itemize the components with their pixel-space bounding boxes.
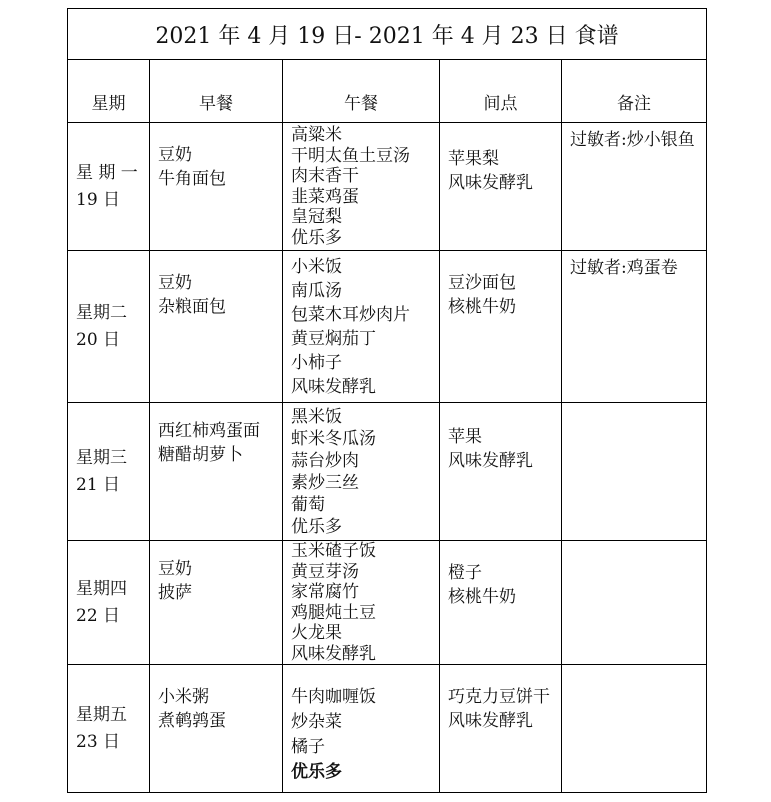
lunch-item: 牛肉咖喱饭 bbox=[291, 687, 376, 707]
snack-cell bbox=[440, 403, 562, 541]
header-snack: 间点 bbox=[440, 60, 562, 123]
breakfast-item: 豆奶 bbox=[158, 145, 192, 165]
lunch-item: 韭菜鸡蛋 bbox=[291, 186, 359, 207]
note-cell bbox=[562, 665, 707, 793]
menu-title: 2021 年 4 月 19 日- 2021 年 4 月 23 日 食谱 bbox=[68, 9, 707, 60]
lunch-item: 蒜台炒肉 bbox=[291, 450, 359, 471]
snack-cell bbox=[440, 665, 562, 793]
lunch-item: 火龙果 bbox=[291, 623, 342, 643]
lunch-item: 干明太鱼土豆汤 bbox=[291, 145, 410, 166]
breakfast-cell bbox=[150, 541, 283, 665]
day-date: 22 日 bbox=[76, 605, 121, 626]
breakfast-item: 小米粥 bbox=[158, 687, 209, 707]
lunch-cell bbox=[283, 123, 440, 251]
day-name: 星期四 bbox=[76, 578, 127, 599]
lunch-cell bbox=[283, 403, 440, 541]
lunch-item: 优乐多 bbox=[291, 516, 342, 537]
header-lunch: 午餐 bbox=[283, 60, 440, 123]
breakfast-item: 牛角面包 bbox=[158, 169, 226, 189]
menu-table bbox=[67, 8, 707, 793]
table-row bbox=[68, 403, 707, 541]
lunch-item: 高粱米 bbox=[291, 125, 342, 145]
table-row bbox=[68, 123, 707, 251]
note-cell: 过敏者:鸡蛋卷 bbox=[562, 251, 707, 403]
snack-item: 苹果 bbox=[448, 427, 482, 447]
breakfast-cell bbox=[150, 403, 283, 541]
snack-item: 核桃牛奶 bbox=[448, 297, 516, 317]
breakfast-item: 披萨 bbox=[158, 583, 192, 603]
day-date: 23 日 bbox=[76, 731, 121, 752]
lunch-item: 鸡腿炖土豆 bbox=[291, 602, 376, 623]
lunch-cell bbox=[283, 541, 440, 665]
day-date: 21 日 bbox=[76, 474, 121, 495]
lunch-item: 黑米饭 bbox=[291, 406, 342, 427]
breakfast-cell bbox=[150, 123, 283, 251]
breakfast-item: 杂粮面包 bbox=[158, 297, 226, 317]
lunch-item: 虾米冬瓜汤 bbox=[291, 428, 376, 449]
breakfast-item: 豆奶 bbox=[158, 273, 192, 293]
day-date: 19 日 bbox=[76, 189, 121, 210]
day-cell bbox=[68, 251, 150, 403]
snack-item: 苹果梨 bbox=[448, 149, 499, 169]
note-cell: 过敏者:炒小银鱼 bbox=[562, 123, 707, 251]
day-name: 星期三 bbox=[76, 447, 127, 468]
lunch-item: 玉米碴子饭 bbox=[291, 541, 376, 561]
day-name: 星期五 bbox=[76, 704, 127, 725]
snack-item: 风味发酵乳 bbox=[448, 173, 533, 193]
lunch-item: 风味发酵乳 bbox=[291, 376, 376, 397]
day-cell bbox=[68, 541, 150, 665]
lunch-item: 包菜木耳炒肉片 bbox=[291, 304, 410, 325]
lunch-item: 肉末香干 bbox=[291, 166, 359, 186]
table-row bbox=[68, 665, 707, 793]
header-breakfast: 早餐 bbox=[150, 60, 283, 123]
breakfast-item: 西红柿鸡蛋面 bbox=[158, 421, 260, 441]
day-date: 20 日 bbox=[76, 329, 121, 350]
breakfast-cell bbox=[150, 665, 283, 793]
breakfast-cell bbox=[150, 251, 283, 403]
breakfast-item: 豆奶 bbox=[158, 559, 192, 579]
header-notes: 备注 bbox=[562, 60, 707, 123]
day-name: 星 期 一 bbox=[76, 162, 138, 183]
lunch-cell bbox=[283, 251, 440, 403]
lunch-item: 素炒三丝 bbox=[291, 472, 359, 493]
snack-cell bbox=[440, 251, 562, 403]
lunch-item: 南瓜汤 bbox=[291, 280, 342, 301]
lunch-item: 炒杂菜 bbox=[291, 712, 342, 732]
snack-item: 豆沙面包 bbox=[448, 273, 516, 293]
lunch-item: 黄豆芽汤 bbox=[291, 561, 359, 582]
lunch-item: 优乐多 bbox=[291, 762, 342, 782]
snack-cell bbox=[440, 541, 562, 665]
snack-item: 橙子 bbox=[448, 563, 482, 583]
lunch-item: 葡萄 bbox=[291, 494, 325, 515]
header-weekday: 星期 bbox=[68, 60, 150, 123]
note-cell bbox=[562, 403, 707, 541]
breakfast-item: 糖醋胡萝卜 bbox=[158, 445, 243, 465]
lunch-item: 家常腐竹 bbox=[291, 582, 359, 602]
table-row bbox=[68, 251, 707, 403]
lunch-item: 黄豆焖茄丁 bbox=[291, 328, 376, 349]
lunch-item: 风味发酵乳 bbox=[291, 643, 376, 664]
lunch-cell bbox=[283, 665, 440, 793]
table-row bbox=[68, 541, 707, 665]
day-cell bbox=[68, 123, 150, 251]
lunch-item: 小柿子 bbox=[291, 352, 342, 373]
lunch-item: 优乐多 bbox=[291, 227, 342, 248]
day-cell bbox=[68, 403, 150, 541]
day-name: 星期二 bbox=[76, 302, 127, 323]
lunch-item: 皇冠梨 bbox=[291, 207, 342, 227]
note-cell bbox=[562, 541, 707, 665]
lunch-item: 小米饭 bbox=[291, 256, 342, 277]
lunch-item: 橘子 bbox=[291, 737, 325, 757]
snack-item: 风味发酵乳 bbox=[448, 451, 533, 471]
snack-item: 核桃牛奶 bbox=[448, 587, 516, 607]
day-cell bbox=[68, 665, 150, 793]
breakfast-item: 煮鹌鹑蛋 bbox=[158, 711, 226, 731]
snack-item: 风味发酵乳 bbox=[448, 711, 533, 731]
snack-item: 巧克力豆饼干 bbox=[448, 687, 550, 707]
snack-cell bbox=[440, 123, 562, 251]
